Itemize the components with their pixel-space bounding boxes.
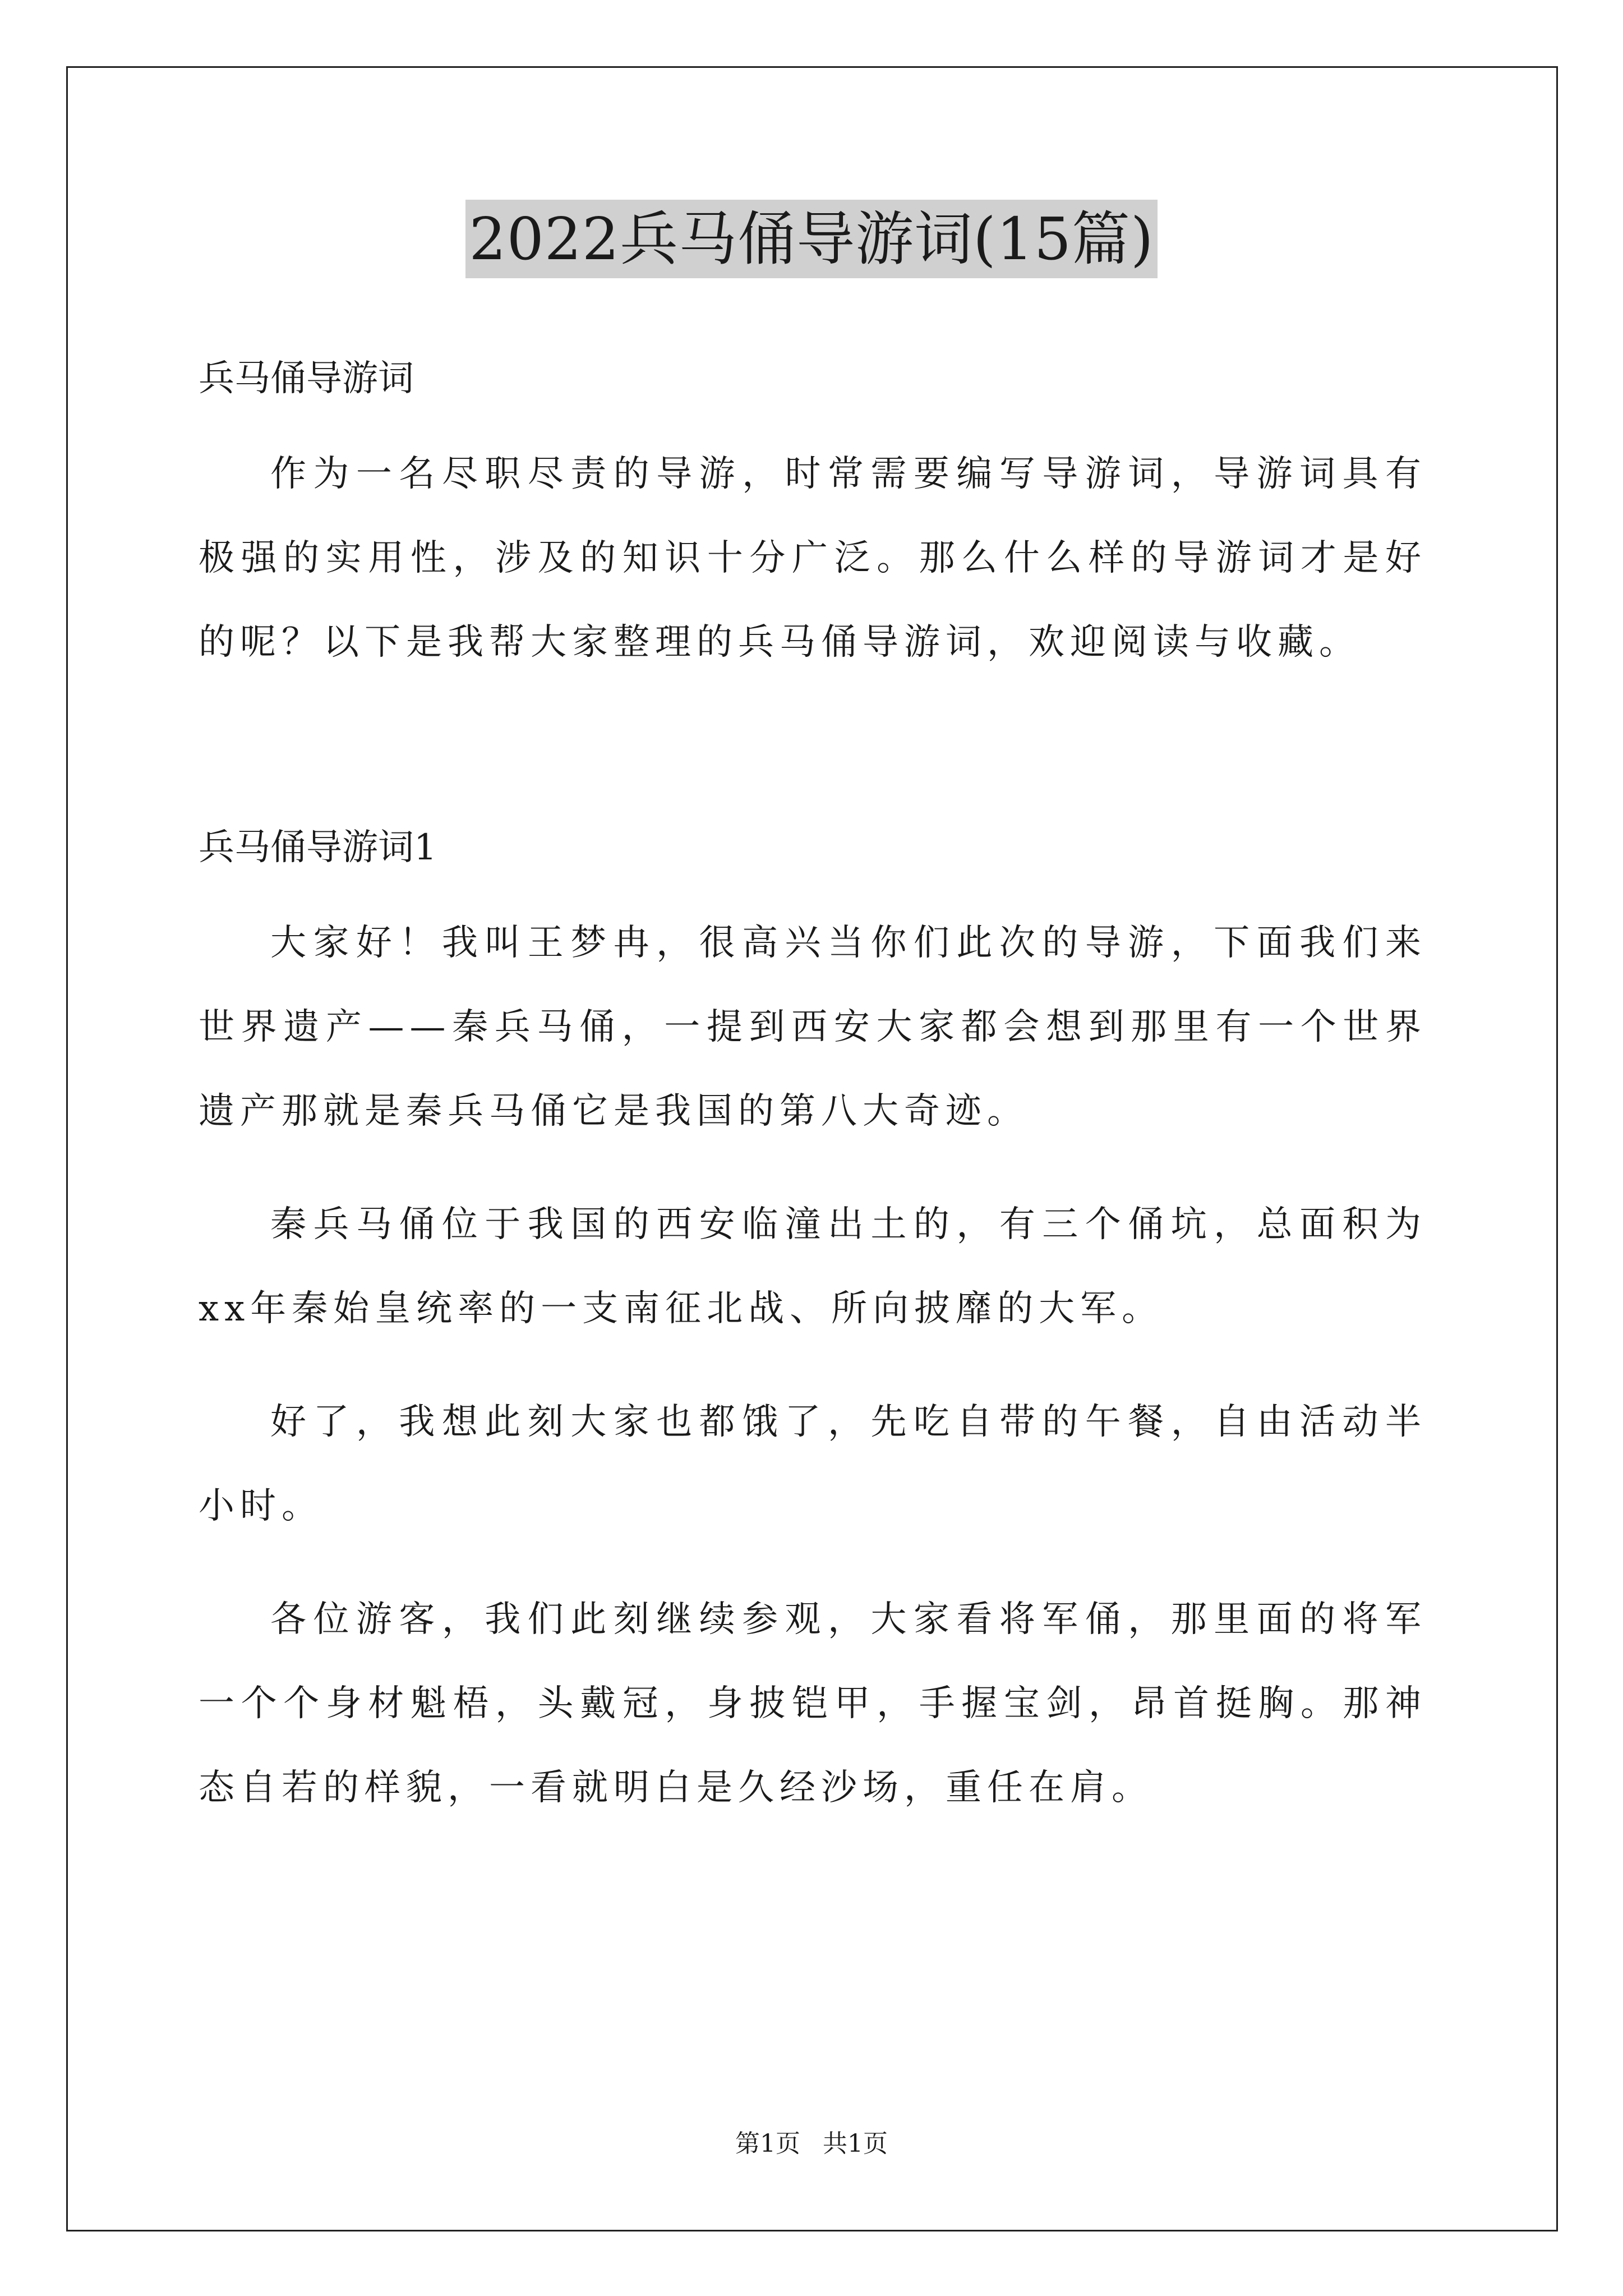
body-paragraph: 各位游客，我们此刻继续参观，大家看将军俑，那里面的将军一个个身材魁梧，头戴冠，身披铠甲，手握宝剑，昂首挺胸。那神态自若的样貌，一看就明白是久经沙场，重任在肩。: [199, 1599, 1427, 1809]
body-paragraph: 秦兵马俑位于我国的西安临潼出土的，有三个俑坑，总面积为xx年秦始皇统率的一支南征北战、所向披靡的大军。: [199, 1204, 1427, 1329]
article-heading: 兵马俑导游词1: [199, 827, 437, 868]
title-container: [0, 200, 1623, 278]
page-total: 共1页: [823, 2129, 888, 2158]
page-number: 第1页: [735, 2129, 800, 2158]
page-footer: [0, 2127, 1623, 2161]
body-paragraph: 大家好！我叫王梦冉，很高兴当你们此次的导游，下面我们来世界遗产——秦兵马俑，一提到西安大家都会想到那里有一个世界遗产那就是秦兵马俑它是我国的第八大奇迹。: [199, 922, 1427, 1132]
section-heading: 兵马俑导游词: [199, 358, 414, 399]
document-body: [199, 348, 1427, 1830]
body-paragraph: 好了，我想此刻大家也都饿了，先吃自带的午餐，自由活动半小时。: [199, 1401, 1427, 1527]
intro-paragraph: 作为一名尽职尽责的导游，时常需要编写导游词，导游词具有极强的实用性，涉及的知识十分广泛。那么什么样的导游词才是好的呢？以下是我帮大家整理的兵马俑导游词，欢迎阅读与收藏。: [199, 453, 1427, 663]
document-title: 2022兵马俑导游词(15篇): [465, 200, 1157, 278]
